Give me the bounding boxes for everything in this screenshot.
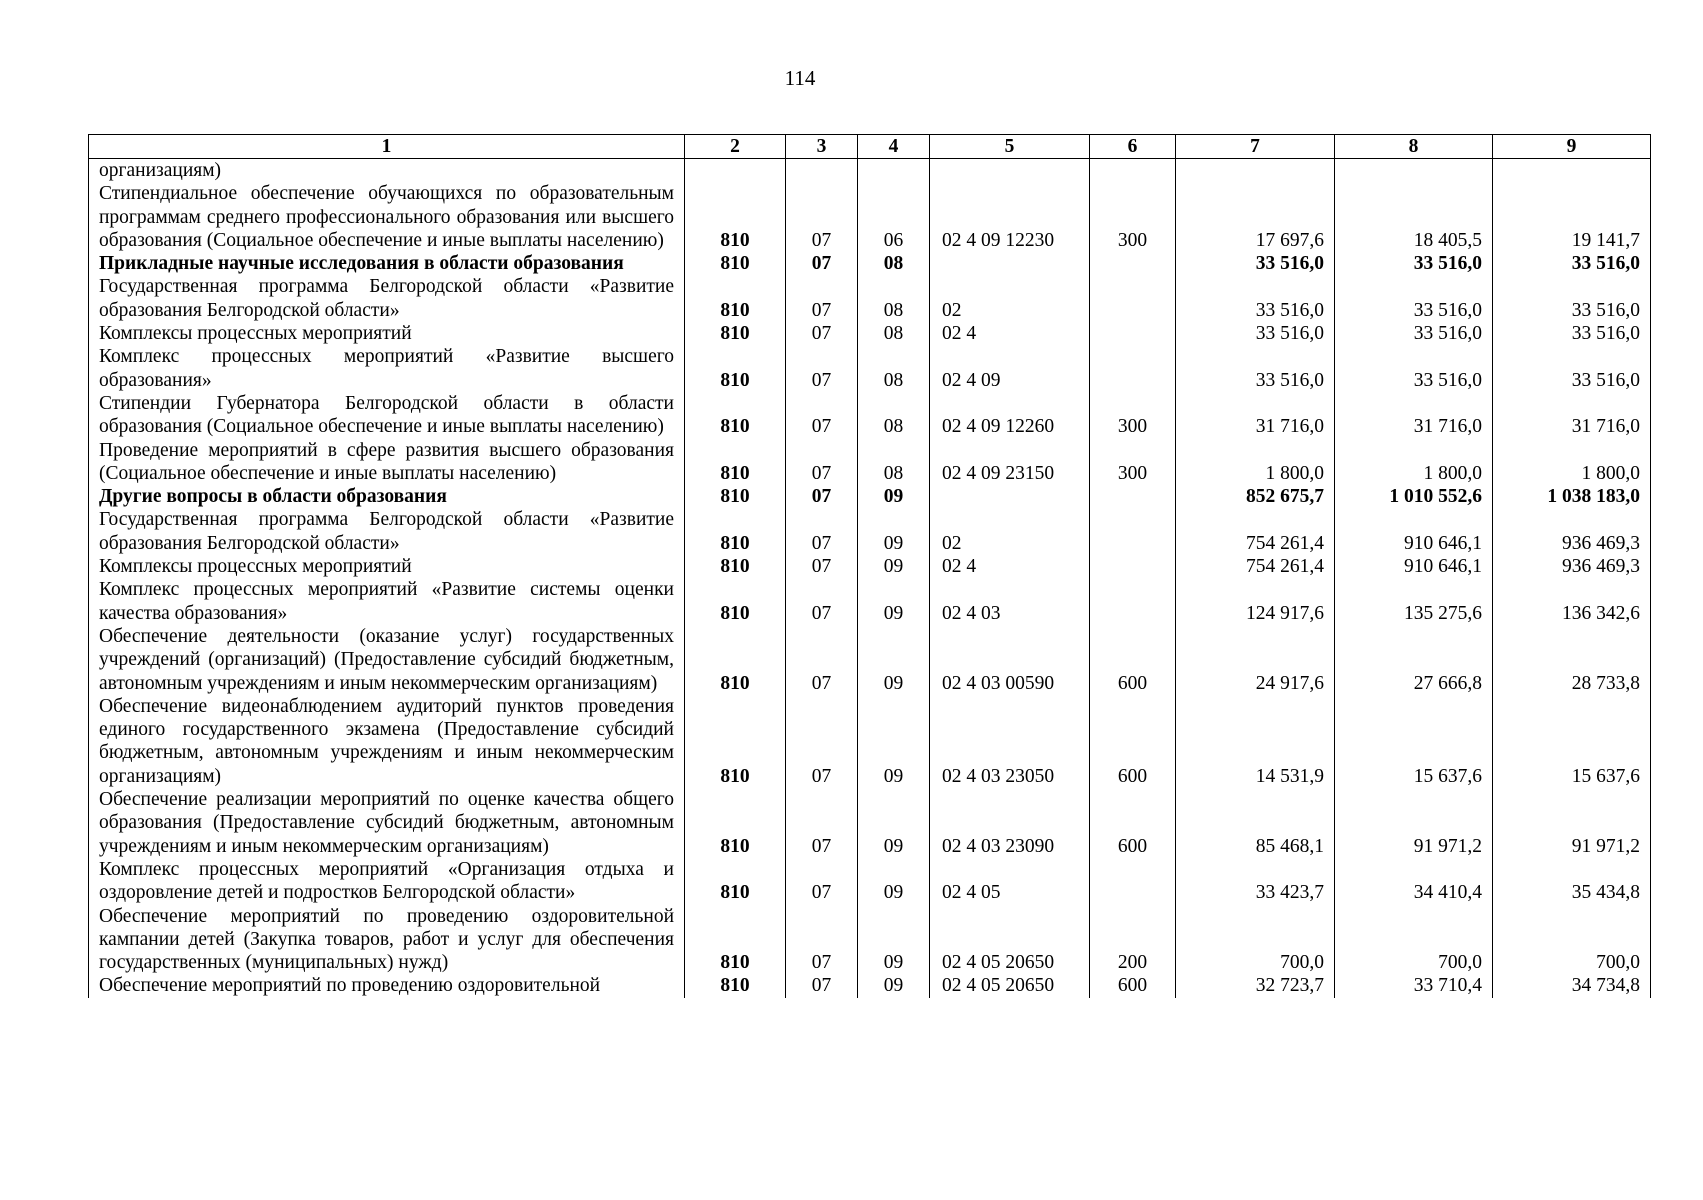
cell-amount-col7: 852 675,7 [1176, 485, 1335, 508]
cell-target-article [930, 252, 1090, 275]
cell-expense-type: 600 [1090, 695, 1176, 788]
table-row [89, 555, 1651, 578]
cell-target-article [930, 159, 1090, 183]
cell-expense-type [1090, 485, 1176, 508]
cell-amount-col8: 33 516,0 [1335, 252, 1493, 275]
cell-expense-type [1090, 159, 1176, 183]
cell-amount-col8: 15 637,6 [1335, 695, 1493, 788]
cell-ministry-code: 810 [685, 345, 786, 392]
table-row [89, 508, 1651, 555]
page-number: 114 [784, 66, 816, 90]
cell-amount-col9: 1 800,0 [1493, 439, 1651, 486]
cell-expense-type: 300 [1090, 182, 1176, 252]
cell-ministry-code: 810 [685, 695, 786, 788]
row-name: Комплекс процессных мероприятий «Развитие системы оценки качества образования» [89, 578, 685, 625]
cell-ministry-code: 810 [685, 788, 786, 858]
column-header: 8 [1335, 135, 1493, 159]
column-header: 7 [1176, 135, 1335, 159]
cell-section: 07 [786, 625, 858, 695]
table-body [89, 159, 1651, 998]
cell-amount-col7: 33 423,7 [1176, 858, 1335, 905]
cell-amount-col9: 35 434,8 [1493, 858, 1651, 905]
cell-amount-col7: 31 716,0 [1176, 392, 1335, 439]
cell-subsection: 08 [858, 252, 930, 275]
table-row [89, 275, 1651, 322]
column-header: 1 [89, 135, 685, 159]
cell-amount-col7: 33 516,0 [1176, 252, 1335, 275]
cell-amount-col8: 91 971,2 [1335, 788, 1493, 858]
cell-amount-col9: 936 469,3 [1493, 555, 1651, 578]
cell-amount-col9: 31 716,0 [1493, 392, 1651, 439]
cell-amount-col8: 33 516,0 [1335, 345, 1493, 392]
row-name: Комплекс процессных мероприятий «Организация отдыха и оздоровление детей и подростков Белгородской области» [89, 858, 685, 905]
row-name: Государственная программа Белгородской области «Развитие образования Белгородской области» [89, 508, 685, 555]
cell-amount-col9: 15 637,6 [1493, 695, 1651, 788]
table-row [89, 345, 1651, 392]
cell-expense-type [1090, 322, 1176, 345]
cell-amount-col8: 33 516,0 [1335, 275, 1493, 322]
cell-ministry-code: 810 [685, 252, 786, 275]
cell-ministry-code: 810 [685, 439, 786, 486]
cell-amount-col7: 754 261,4 [1176, 508, 1335, 555]
cell-target-article: 02 4 03 [930, 578, 1090, 625]
cell-amount-col7: 85 468,1 [1176, 788, 1335, 858]
cell-subsection: 06 [858, 182, 930, 252]
cell-target-article: 02 4 03 23090 [930, 788, 1090, 858]
cell-amount-col7: 754 261,4 [1176, 555, 1335, 578]
column-header: 2 [685, 135, 786, 159]
cell-amount-col7: 32 723,7 [1176, 974, 1335, 997]
row-name: Комплексы процессных мероприятий [89, 555, 685, 578]
column-header: 6 [1090, 135, 1176, 159]
table-row [89, 578, 1651, 625]
cell-expense-type: 200 [1090, 905, 1176, 975]
cell-amount-col9 [1493, 159, 1651, 183]
cell-target-article: 02 4 05 [930, 858, 1090, 905]
cell-ministry-code: 810 [685, 858, 786, 905]
cell-ministry-code: 810 [685, 508, 786, 555]
cell-subsection: 09 [858, 858, 930, 905]
cell-section: 07 [786, 695, 858, 788]
cell-subsection [858, 159, 930, 183]
cell-amount-col8: 700,0 [1335, 905, 1493, 975]
column-header: 4 [858, 135, 930, 159]
cell-expense-type: 600 [1090, 625, 1176, 695]
cell-amount-col7: 14 531,9 [1176, 695, 1335, 788]
cell-target-article: 02 4 03 00590 [930, 625, 1090, 695]
cell-amount-col9: 33 516,0 [1493, 322, 1651, 345]
table-row [89, 392, 1651, 439]
cell-ministry-code: 810 [685, 392, 786, 439]
cell-section [786, 159, 858, 183]
cell-section: 07 [786, 392, 858, 439]
cell-target-article: 02 4 09 12230 [930, 182, 1090, 252]
cell-subsection: 09 [858, 788, 930, 858]
cell-ministry-code: 810 [685, 625, 786, 695]
cell-expense-type [1090, 858, 1176, 905]
cell-target-article: 02 [930, 275, 1090, 322]
cell-target-article: 02 4 05 20650 [930, 905, 1090, 975]
cell-section: 07 [786, 345, 858, 392]
cell-subsection: 09 [858, 578, 930, 625]
cell-expense-type: 300 [1090, 439, 1176, 486]
column-header: 3 [786, 135, 858, 159]
cell-subsection: 09 [858, 555, 930, 578]
cell-section: 07 [786, 905, 858, 975]
cell-amount-col7: 700,0 [1176, 905, 1335, 975]
row-name: Комплекс процессных мероприятий «Развитие высшего образования» [89, 345, 685, 392]
cell-amount-col9: 33 516,0 [1493, 275, 1651, 322]
table-row [89, 485, 1651, 508]
cell-amount-col8 [1335, 159, 1493, 183]
cell-amount-col8: 910 646,1 [1335, 508, 1493, 555]
cell-amount-col8: 33 710,4 [1335, 974, 1493, 997]
cell-expense-type [1090, 555, 1176, 578]
cell-subsection: 09 [858, 695, 930, 788]
cell-target-article: 02 4 [930, 555, 1090, 578]
cell-subsection: 08 [858, 345, 930, 392]
row-name: Другие вопросы в области образования [89, 485, 685, 508]
cell-section: 07 [786, 275, 858, 322]
table-row [89, 322, 1651, 345]
cell-amount-col8: 33 516,0 [1335, 322, 1493, 345]
table-row [89, 625, 1651, 695]
cell-subsection: 09 [858, 485, 930, 508]
table-row [89, 788, 1651, 858]
cell-subsection: 08 [858, 275, 930, 322]
cell-target-article [930, 485, 1090, 508]
cell-subsection: 09 [858, 508, 930, 555]
cell-subsection: 08 [858, 322, 930, 345]
cell-section: 07 [786, 788, 858, 858]
cell-subsection: 09 [858, 974, 930, 997]
cell-ministry-code: 810 [685, 322, 786, 345]
table-row [89, 695, 1651, 788]
cell-target-article: 02 4 09 [930, 345, 1090, 392]
table-row [89, 974, 1651, 997]
cell-amount-col8: 34 410,4 [1335, 858, 1493, 905]
cell-section: 07 [786, 555, 858, 578]
cell-target-article: 02 4 03 23050 [930, 695, 1090, 788]
cell-amount-col7: 124 917,6 [1176, 578, 1335, 625]
cell-section: 07 [786, 974, 858, 997]
cell-section: 07 [786, 252, 858, 275]
row-name: Проведение мероприятий в сфере развития высшего образования (Социальное обеспечение и иные выплаты населению) [89, 439, 685, 486]
row-name: Прикладные научные исследования в области образования [89, 252, 685, 275]
cell-ministry-code: 810 [685, 974, 786, 997]
cell-expense-type [1090, 345, 1176, 392]
cell-amount-col9: 91 971,2 [1493, 788, 1651, 858]
table-row [89, 905, 1651, 975]
cell-subsection: 08 [858, 439, 930, 486]
cell-expense-type [1090, 508, 1176, 555]
cell-subsection: 09 [858, 625, 930, 695]
cell-amount-col8: 27 666,8 [1335, 625, 1493, 695]
row-name: организациям) [89, 159, 685, 183]
row-name: Стипендиальное обеспечение обучающихся по образовательным программам среднего профессионального образования или высшего образования (Социальное обеспечение и иные выплаты населению) [89, 182, 685, 252]
cell-amount-col8: 910 646,1 [1335, 555, 1493, 578]
cell-target-article: 02 [930, 508, 1090, 555]
row-name: Обеспечение деятельности (оказание услуг) государственных учреждений (организаций) (Предоставление субсидий бюджетным, автономным учреждениям и иным некоммерческим организациям) [89, 625, 685, 695]
row-name: Обеспечение мероприятий по проведению оздоровительной [89, 974, 685, 997]
cell-expense-type: 600 [1090, 974, 1176, 997]
cell-section: 07 [786, 858, 858, 905]
table-row [89, 439, 1651, 486]
cell-ministry-code [685, 159, 786, 183]
cell-amount-col9: 33 516,0 [1493, 252, 1651, 275]
row-name: Обеспечение реализации мероприятий по оценке качества общего образования (Предоставление субсидий бюджетным, автономным учреждениям и иным некоммерческим организациям) [89, 788, 685, 858]
cell-expense-type [1090, 252, 1176, 275]
cell-amount-col9: 136 342,6 [1493, 578, 1651, 625]
cell-section: 07 [786, 485, 858, 508]
cell-ministry-code: 810 [685, 485, 786, 508]
cell-amount-col7: 17 697,6 [1176, 182, 1335, 252]
cell-target-article: 02 4 09 23150 [930, 439, 1090, 486]
cell-section: 07 [786, 439, 858, 486]
cell-amount-col7: 1 800,0 [1176, 439, 1335, 486]
cell-ministry-code: 810 [685, 275, 786, 322]
cell-amount-col7: 33 516,0 [1176, 275, 1335, 322]
cell-amount-col9: 936 469,3 [1493, 508, 1651, 555]
cell-section: 07 [786, 322, 858, 345]
budget-table [88, 134, 1651, 998]
cell-amount-col7: 24 917,6 [1176, 625, 1335, 695]
cell-section: 07 [786, 182, 858, 252]
cell-ministry-code: 810 [685, 182, 786, 252]
cell-target-article: 02 4 09 12260 [930, 392, 1090, 439]
cell-expense-type: 300 [1090, 392, 1176, 439]
cell-subsection: 09 [858, 905, 930, 975]
cell-ministry-code: 810 [685, 555, 786, 578]
cell-ministry-code: 810 [685, 905, 786, 975]
column-header: 5 [930, 135, 1090, 159]
column-header: 9 [1493, 135, 1651, 159]
cell-amount-col8: 18 405,5 [1335, 182, 1493, 252]
cell-amount-col9: 33 516,0 [1493, 345, 1651, 392]
cell-expense-type [1090, 578, 1176, 625]
row-name: Обеспечение мероприятий по проведению оздоровительной кампании детей (Закупка товаров, работ и услуг для обеспечения государственных (муниципальных) нужд) [89, 905, 685, 975]
table-row [89, 182, 1651, 252]
row-name: Государственная программа Белгородской области «Развитие образования Белгородской области» [89, 275, 685, 322]
cell-subsection: 08 [858, 392, 930, 439]
table-row [89, 858, 1651, 905]
cell-expense-type [1090, 275, 1176, 322]
cell-amount-col7: 33 516,0 [1176, 322, 1335, 345]
table-header-row [89, 135, 1651, 159]
table-row [89, 252, 1651, 275]
cell-amount-col9: 1 038 183,0 [1493, 485, 1651, 508]
cell-section: 07 [786, 508, 858, 555]
row-name: Обеспечение видеонаблюдением аудиторий пунктов проведения единого государственного экзамена (Предоставление субсидий бюджетным, автономным учреждениям и иным некоммерческим организациям) [89, 695, 685, 788]
cell-target-article: 02 4 [930, 322, 1090, 345]
cell-amount-col8: 1 010 552,6 [1335, 485, 1493, 508]
row-name: Комплексы процессных мероприятий [89, 322, 685, 345]
cell-expense-type: 600 [1090, 788, 1176, 858]
cell-target-article: 02 4 05 20650 [930, 974, 1090, 997]
cell-amount-col9: 700,0 [1493, 905, 1651, 975]
row-name: Стипендии Губернатора Белгородской области в области образования (Социальное обеспечение и иные выплаты населению) [89, 392, 685, 439]
cell-amount-col8: 31 716,0 [1335, 392, 1493, 439]
cell-amount-col8: 135 275,6 [1335, 578, 1493, 625]
cell-amount-col9: 34 734,8 [1493, 974, 1651, 997]
table-row [89, 159, 1651, 183]
cell-section: 07 [786, 578, 858, 625]
cell-ministry-code: 810 [685, 578, 786, 625]
cell-amount-col7: 33 516,0 [1176, 345, 1335, 392]
cell-amount-col8: 1 800,0 [1335, 439, 1493, 486]
cell-amount-col7 [1176, 159, 1335, 183]
cell-amount-col9: 19 141,7 [1493, 182, 1651, 252]
cell-amount-col9: 28 733,8 [1493, 625, 1651, 695]
